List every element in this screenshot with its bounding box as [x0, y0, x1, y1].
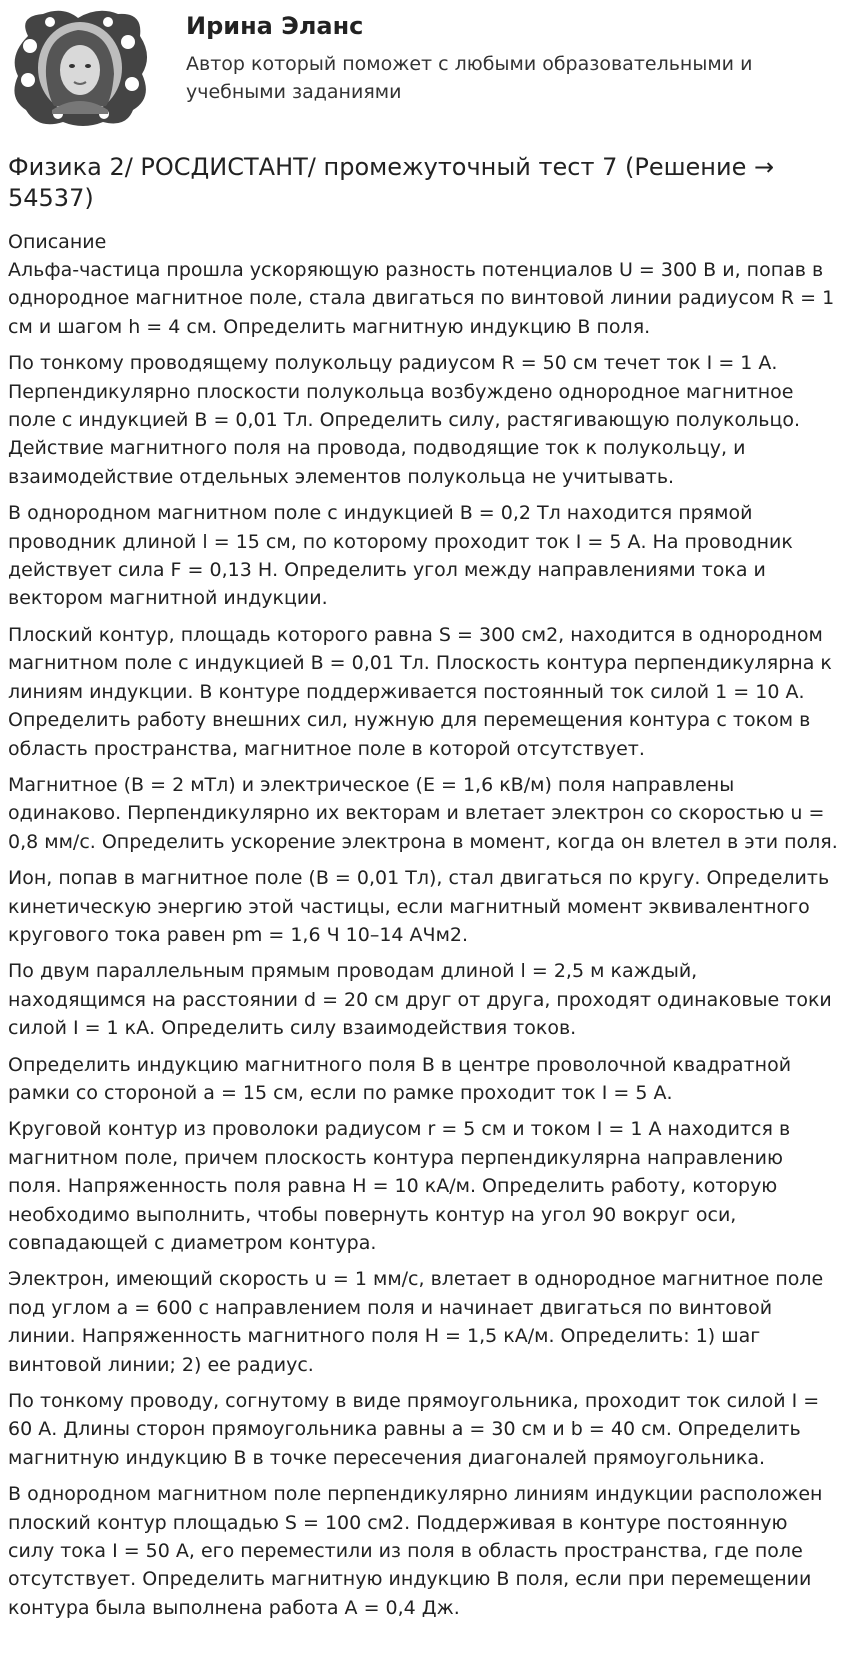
problem-paragraph: Магнитное (В = 2 мТл) и электрическое (Е = 1,6 кВ/м) поля направлены одинаково. Перпендикулярно их векторам и влетает электрон со скоростью u = 0,8 мм/с. Определить ускорение электрона в момент, когда он влетел в эти поля.	[8, 773, 838, 853]
problem-paragraph: Электрон, имеющий скорость u = 1 мм/с, влетает в однородное магнитное поле под углом a = 600 с направлением поля и начинает двигаться по винтовой линии. Напряженность магнитного поля Н = 1,5 кА/м. Определить: 1) шаг винтовой линии; 2) ее радиус.	[8, 1268, 824, 1376]
problem-paragraph: В однородном магнитном поле с индукцией В = 0,2 Тл находится прямой проводник длиной l = 15 см, по которому проходит ток I = 5 А. На проводник действует сила F = 0,13 Н. Определить угол между направлениями тока и вектором магнитной индукции.	[8, 502, 793, 610]
problem-paragraph: По тонкому проводящему полукольцу радиусом R = 50 см течет ток I = 1 А. Перпендикулярно плоскости полукольца возбуждено однородное магнитное поле с индукцией В = 0,01 Тл. Определить силу, растягивающую полукольцо. Действие магнитного поля на провода, подводящие ток к полукольцу, и взаимодействие отдельных элементов полукольца не учитывать.	[8, 352, 801, 488]
problem-paragraph: Определить индукцию магнитного поля В в центре проволочной квадратной рамки со стороной а = 15 см, если по рамке проходит ток I = 5 А.	[8, 1053, 792, 1104]
author-description: Автор который поможет с любыми образовательными и учебными заданиями	[186, 53, 753, 103]
author-avatar[interactable]	[8, 6, 150, 128]
author-card	[0, 0, 847, 140]
problem-paragraph: Ион, попав в магнитное поле (В = 0,01 Тл), стал двигаться по кругу. Определить кинетическую энергию этой частицы, если магнитный момент эквивалентного кругового тока равен pm = 1,6 Ч 10–14 АЧм2.	[8, 867, 830, 946]
problem-paragraph: Круговой контур из проволоки радиусом r = 5 см и током I = 1 А находится в магнитном поле, причем плоскость контура перпендикулярна направлению поля. Напряженность поля равна Н = 10 кА/м. Определить работу, которую необходимо выполнить, чтобы повернуть контур на угол 90 вокруг оси, совпадающей с диаметром контура.	[8, 1118, 791, 1254]
problem-paragraph: По двум параллельным прямым проводам длиной l = 2,5 м каждый, находящимся на расстоянии d = 20 см друг от друга, проходят одинаковые токи силой I = 1 кА. Определить силу взаимодействия токов.	[8, 960, 832, 1040]
author-name[interactable]: Ирина Эланс	[186, 12, 364, 40]
description-label: Описание	[8, 231, 107, 253]
problem-paragraph: По тонкому проводу, согнутому в виде прямоугольника, проходит ток силой I = 60 А. Длины сторон прямоугольника равны а = 30 см и b = 40 см. Определить магнитную индукцию В в точке пересечения диагоналей прямоугольника.	[8, 1390, 820, 1469]
problem-paragraph: Плоский контур, площадь которого равна S = 300 см2, находится в однородном магнитном поле с индукцией В = 0,01 Тл. Плоскость контура перпендикулярна к линиям индукции. В контуре поддерживается постоянный ток силой 1 = 10 А. Определить работу внешних сил, нужную для перемещения контура с током в область пространства, магнитное поле в которой отсутствует.	[8, 623, 832, 760]
page-title: Физика 2/ РОСДИСТАНТ/ промежуточный тест 7 (Решение → 54537)	[8, 153, 775, 212]
problem-paragraph: В однородном магнитном поле перпендикулярно линиям индукции расположен плоский контур площадью S = 100 см2. Поддерживая в контуре постоянную силу тока I = 50 А, его переместили из поля в область пространства, где поле отсутствует. Определить магнитную индукцию В поля, если при перемещении контура была выполнена работа А = 0,4 Дж.	[8, 1483, 823, 1619]
problem-paragraph: Альфа-частица прошла ускоряющую разность потенциалов U = 300 В и, попав в однородное магнитное поле, стала двигаться по винтовой линии радиусом R = 1 см и шагом h = 4 см. Определить магнитную индукцию В поля.	[8, 259, 835, 338]
description-content	[8, 256, 839, 1622]
